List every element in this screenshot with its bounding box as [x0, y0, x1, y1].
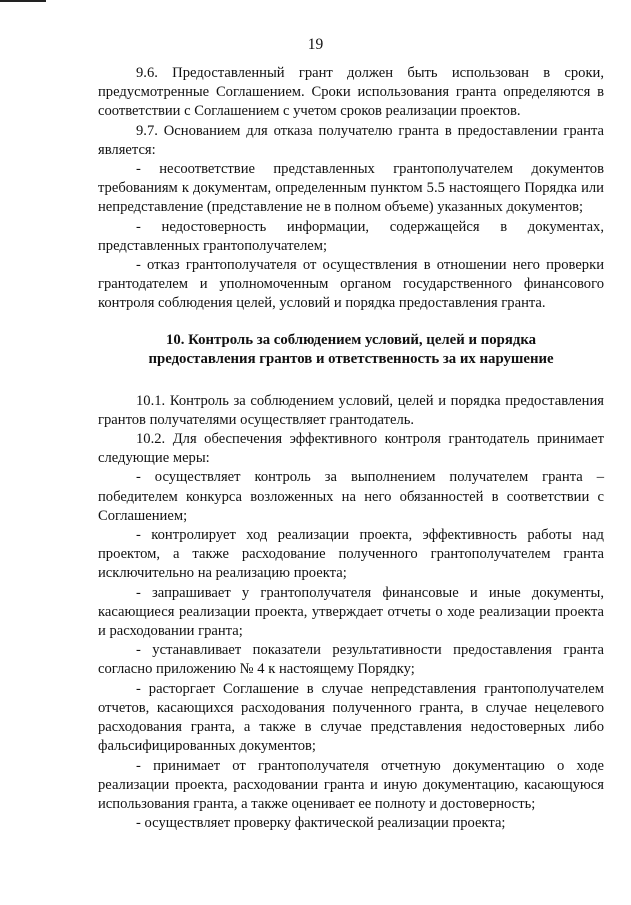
list-item-request-documents: - запрашивает у грантополучателя финансовые и иные документы, касающиеся реализации проекта, утверждает отчеты о ходе реализации проекта и расходовании гранта;	[98, 584, 604, 640]
list-item-terminate-agreement: - расторгает Соглашение в случае непредставления грантополучателем отчетов, касающихся расходования полученного гранта, в случае нецелевого расходования гранта, а также в случае представления недостоверных либо фальсифицированных документов;	[98, 680, 604, 755]
list-item-refusal: - отказ грантополучателя от осуществления в отношении него проверки грантодателем и уполномоченным органом государственного финансового контроля соблюдения целей, условий и порядка предоставления гранта.	[98, 257, 604, 312]
paragraph-9-6: 9.6. Предоставленный грант должен быть использован в сроки, предусмотренные Соглашением. Сроки использования гранта определяются в соответствии с Соглашением с учетом сроков реализации проектов.	[98, 65, 604, 120]
list-item-verify-implementation: - осуществляет проверку фактической реализации проекта;	[136, 815, 506, 832]
paragraph-10-2: 10.2. Для обеспечения эффективного контроля грантодатель принимает следующие меры:	[98, 431, 604, 467]
section-10-heading-line1: 10. Контроль за соблюдением условий, целей и порядка	[165, 331, 537, 348]
scan-edge-line	[0, 0, 46, 2]
list-item-control-obligations: - осуществляет контроль за выполнением получателем гранта – победителем конкурса возложенных на него обязанностей в соответствии с Соглашением;	[98, 469, 604, 524]
list-item-set-indicators: - устанавливает показатели результативности предоставления гранта согласно приложению № 4 к настоящему Порядку;	[98, 642, 604, 678]
paragraph-9-7: 9.7. Основанием для отказа получателю гранта в предоставлении гранта является:	[98, 122, 604, 158]
list-item-monitor-progress: - контролирует ход реализации проекта, эффективность работы над проектом, а также расходование полученного грантополучателем гранта исключительно на реализацию проекта;	[98, 527, 604, 582]
list-item-nonconformity: - несоответствие представленных грантополучателем документов требованиям к документам, определенным пунктом 5.5 настоящего Порядка или непредставление (представление не в полном объеме) указанных документов;	[98, 161, 604, 216]
document-body	[98, 64, 604, 833]
list-item-inaccuracy: - недостоверность информации, содержащейся в документах, представленных грантополучателем;	[98, 218, 604, 254]
paragraph-10-1: 10.1. Контроль за соблюдением условий, целей и порядка предоставления грантов получателями осуществляет грантодатель.	[98, 392, 604, 428]
list-item-accept-reporting: - принимает от грантополучателя отчетную документацию о ходе реализации проекта, расходовании гранта и иную документацию, касающуюся использования гранта, а также оценивает ее полноту и достоверность;	[98, 757, 604, 812]
section-10-heading	[98, 331, 604, 370]
section-10-heading-line2: предоставления грантов и ответственность за их нарушение	[148, 351, 554, 368]
page-number: 19	[307, 36, 324, 53]
